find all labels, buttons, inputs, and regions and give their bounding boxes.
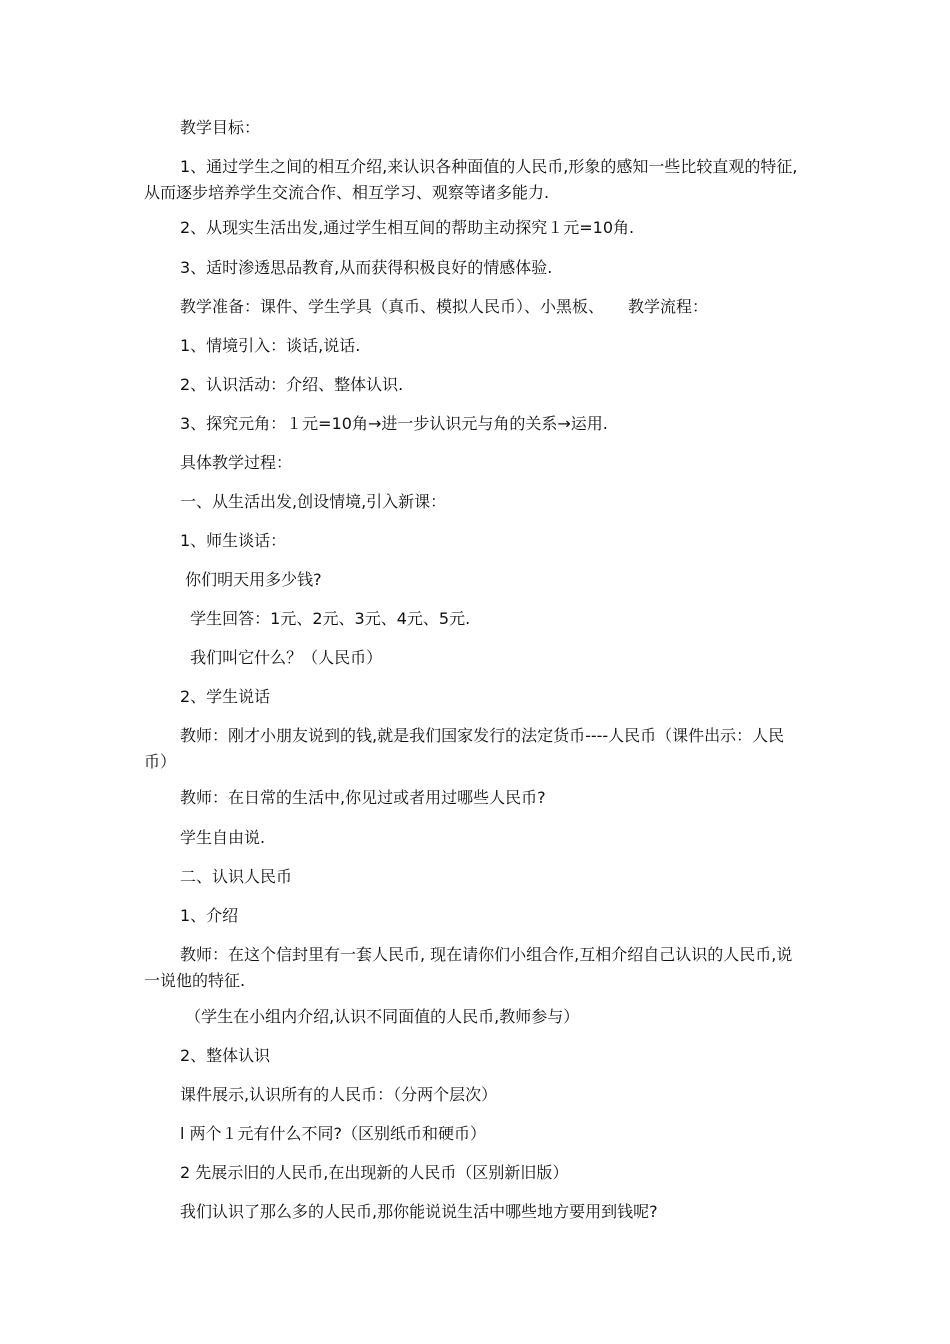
paragraph-preparation-and-flow: 教学准备：课件、学生学具（真币、模拟人民币）、小黑板、 教学流程： <box>180 297 709 316</box>
paragraph-student-answer: 学生回答：1元、2元、3元、4元、5元. <box>180 609 471 628</box>
paragraph-students-free-talk: 学生自由说. <box>180 828 266 847</box>
paragraph-two-one-yuan: l 两个１元有什么不同?（区别纸币和硬币） <box>180 1124 487 1143</box>
paragraph-goal-1: 1、通过学生之间的相互介绍,来认识各种面值的人民币,形象的感知一些比较直观的特征,从而逐步培养学生交流合作、相互学习、观察等诸多能力. <box>144 157 798 202</box>
paragraph-flow-3: 3、探究元角：１元=10角→进一步认识元与角的关系→运用. <box>180 414 608 433</box>
paragraph-courseware-display: 课件展示,认识所有的人民币：（分两个层次） <box>180 1085 498 1104</box>
paragraph-group-activity: （学生在小组内介绍,认识不同面值的人民币,教师参与） <box>180 1007 580 1026</box>
paragraph-flow-1: 1、情境引入：谈话,说话. <box>180 336 361 355</box>
paragraph-section-2-heading: 二、认识人民币 <box>180 867 293 886</box>
paragraph-introduce: 1、介绍 <box>180 906 239 925</box>
paragraph-goal-2: 2、从现实生活出发,通过学生相互间的帮助主动探究１元=10角. <box>180 218 635 237</box>
paragraph-teacher-envelope: 教师：在这个信封里有一套人民币, 现在请你们小组合作,互相介绍自己认识的人民币,说一说他的特征. <box>144 945 793 990</box>
paragraph-teacher-student-talk: 1、师生谈话： <box>180 531 287 550</box>
paragraph-question-money: 你们明天用多少钱? <box>180 570 322 589</box>
paragraph-old-new-currency: 2 先展示旧的人民币,在出现新的人民币（区别新旧版） <box>180 1163 569 1182</box>
paragraph-flow-2: 2、认识活动：介绍、整体认识. <box>180 375 404 394</box>
paragraph-teaching-goals-heading: 教学目标： <box>180 118 261 137</box>
paragraph-process-heading: 具体教学过程： <box>180 453 293 472</box>
paragraph-teacher-question-seen: 教师：在日常的生活中,你见过或者用过哪些人民币? <box>180 788 546 807</box>
paragraph-section-1-heading: 一、从生活出发,创设情境,引入新课： <box>180 492 447 511</box>
paragraph-teacher-legal-currency: 教师：刚才小朋友说到的钱,就是我们国家发行的法定货币----人民币（课件出示：人民币） <box>144 726 785 771</box>
paragraph-where-use-money: 我们认识了那么多的人民币,那你能说说生活中哪些地方要用到钱呢? <box>180 1202 658 1221</box>
paragraph-goal-3: 3、适时渗透思品教育,从而获得积极良好的情感体验. <box>180 258 553 277</box>
paragraph-question-name: 我们叫它什么？（人民币） <box>180 648 383 667</box>
paragraph-overall-recognition: 2、整体认识 <box>180 1046 271 1065</box>
paragraph-student-speaking: 2、学生说话 <box>180 687 271 706</box>
